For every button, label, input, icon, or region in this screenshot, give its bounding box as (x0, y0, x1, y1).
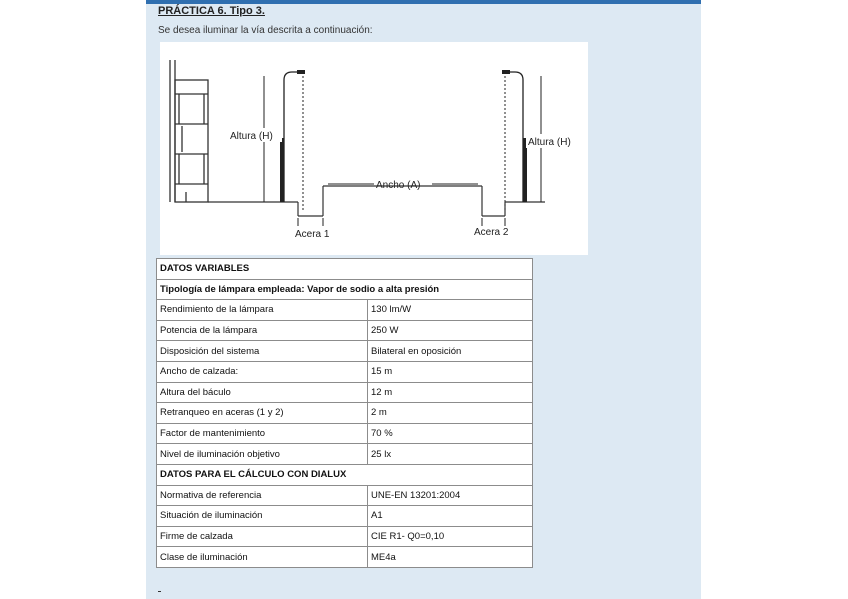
table-row (157, 300, 533, 321)
row-label: Normativa de referencia (157, 485, 368, 506)
height-right-label: Altura (H) (528, 137, 571, 148)
table-row (157, 526, 533, 547)
row-label: Situación de iluminación (157, 506, 368, 527)
lamp-type-cell: Tipología de lámpara empleada: Vapor de sodio a alta presión (157, 279, 533, 300)
row-label: Rendimiento de la lámpara (157, 300, 368, 321)
height-left-label: Altura (H) (230, 131, 273, 142)
row-label: Disposición del sistema (157, 341, 368, 362)
row-value: 2 m (368, 403, 533, 424)
row-value: UNE-EN 13201:2004 (368, 485, 533, 506)
table-row (157, 382, 533, 403)
row-value: Bilateral en oposición (368, 341, 533, 362)
divider (158, 591, 161, 592)
row-value: ME4a (368, 547, 533, 568)
table-row (157, 444, 533, 465)
table-row (157, 259, 533, 280)
table-row (157, 403, 533, 424)
sidewalk-dimensions (298, 218, 505, 226)
row-value: CIE R1- Q0=0,10 (368, 526, 533, 547)
row-label: Factor de mantenimiento (157, 423, 368, 444)
row-label: Nivel de iluminación objetivo (157, 444, 368, 465)
table-row (157, 464, 533, 485)
data-table (156, 258, 533, 568)
row-label: Potencia de la lámpara (157, 320, 368, 341)
row-value: 15 m (368, 361, 533, 382)
width-label: Ancho (A) (376, 180, 421, 191)
table-row (157, 361, 533, 382)
row-label: Firme de calzada (157, 526, 368, 547)
table-row (157, 341, 533, 362)
table-row (157, 506, 533, 527)
building-icon (170, 60, 208, 202)
page-title: PRÁCTICA 6. Tipo 3. (158, 5, 265, 17)
row-label: Altura del báculo (157, 382, 368, 403)
top-accent-bar (146, 0, 701, 4)
road-cross-section-figure (160, 42, 588, 255)
table-row (157, 320, 533, 341)
table-row (157, 485, 533, 506)
table-row (157, 279, 533, 300)
row-label: Retranqueo en aceras (1 y 2) (157, 403, 368, 424)
sidewalk-2-label: Acera 2 (474, 227, 509, 238)
sidewalk-1-label: Acera 1 (295, 229, 330, 240)
variables-heading: DATOS VARIABLES (157, 259, 533, 280)
table-row (157, 423, 533, 444)
row-value: A1 (368, 506, 533, 527)
dialux-heading: DATOS PARA EL CÁLCULO CON DIALUX (157, 464, 533, 485)
row-value: 130 lm/W (368, 300, 533, 321)
row-label: Ancho de calzada: (157, 361, 368, 382)
row-value: 12 m (368, 382, 533, 403)
row-value: 70 % (368, 423, 533, 444)
row-label: Clase de iluminación (157, 547, 368, 568)
intro-text: Se desea iluminar la vía descrita a continuación: (158, 25, 373, 36)
row-value: 250 W (368, 320, 533, 341)
table-row (157, 547, 533, 568)
row-value: 25 lx (368, 444, 533, 465)
